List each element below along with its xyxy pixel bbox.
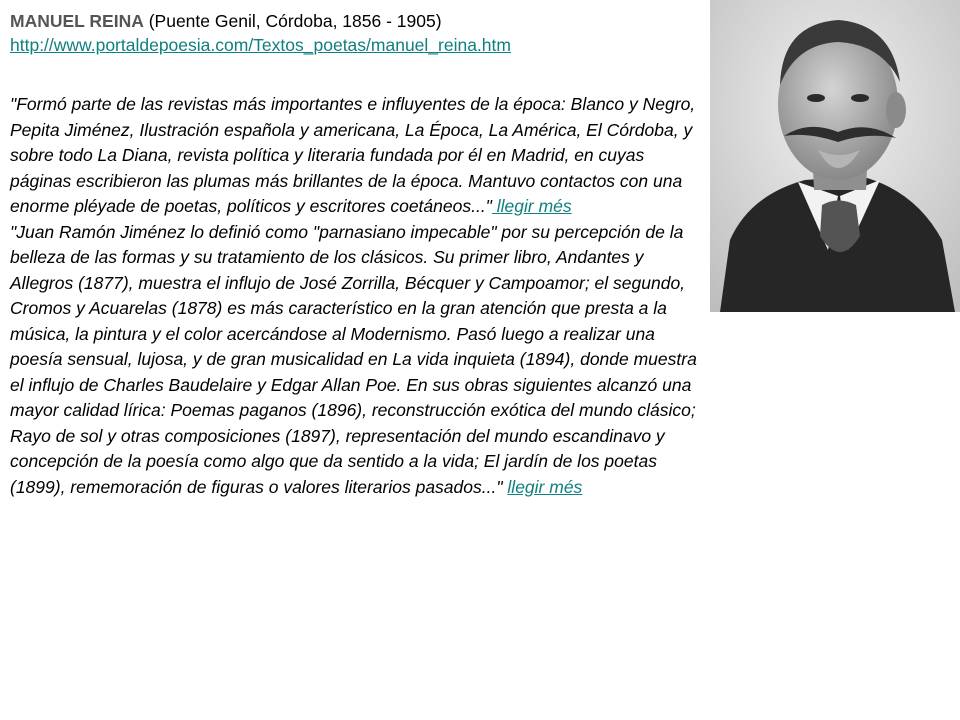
- biography: [10, 92, 702, 500]
- read-more-link[interactable]: llegir més: [507, 476, 583, 497]
- source-link[interactable]: http://www.portaldepoesia.com/Textos_poetas/manuel_reina.htm: [10, 35, 511, 55]
- portrait-photo: [710, 0, 960, 312]
- header: [10, 9, 511, 57]
- quote-paragraph: [10, 92, 702, 220]
- poet-name: MANUEL REINA: [10, 11, 144, 31]
- quote-text: "Juan Ramón Jiménez lo definió como "parnasiano impecable" por su percepción de la belleza de las formas y su tratamiento de los clásicos. Su primer libro, Andantes y Allegros (1877), muestra el influjo de José Zorrilla, Bécquer y Campoamor; el segundo, Cromos y Acuarelas (1878) es más característico en la gran atención que presta a la música, la pintura y el color acercándose al Modernismo. Pasó luego a realizar una poesía sensual, lujosa, y de gran musicalidad en La vida inquieta (1894), donde muestra el influjo de Charles Baudelaire y Edgar Allan Poe. En sus obras siguientes alcanzó una mayor calidad lírica: Poemas paganos (1896), reconstrucción exótica del mundo clásico; Rayo de sol y otras composiciones (1897), representación del mundo escandinavo y concepción de la poesía como algo que da sentido a la vida; El jardín de los poetas (1899), rememoración de figuras o valores literarios pasados...": [10, 221, 697, 497]
- title-line: [10, 9, 511, 33]
- quote-paragraph: [10, 220, 702, 501]
- quote-text: "Formó parte de las revistas más importantes e influyentes de la época: Blanco y Negro, Pepita Jiménez, Ilustración española y americana, La Época, La América, El Córdoba, y sobre todo La Diana, revista política y literaria fundada por él en Madrid, en cuyas páginas escribieron las plumas más brillantes de la época. Mantuvo contactos con una enorme pléyade de poetas, políticos y escritores coetáneos...": [10, 94, 696, 216]
- poet-life-dates: (Puente Genil, Córdoba, 1856 - 1905): [143, 11, 442, 31]
- read-more-link[interactable]: llegir més: [491, 196, 572, 216]
